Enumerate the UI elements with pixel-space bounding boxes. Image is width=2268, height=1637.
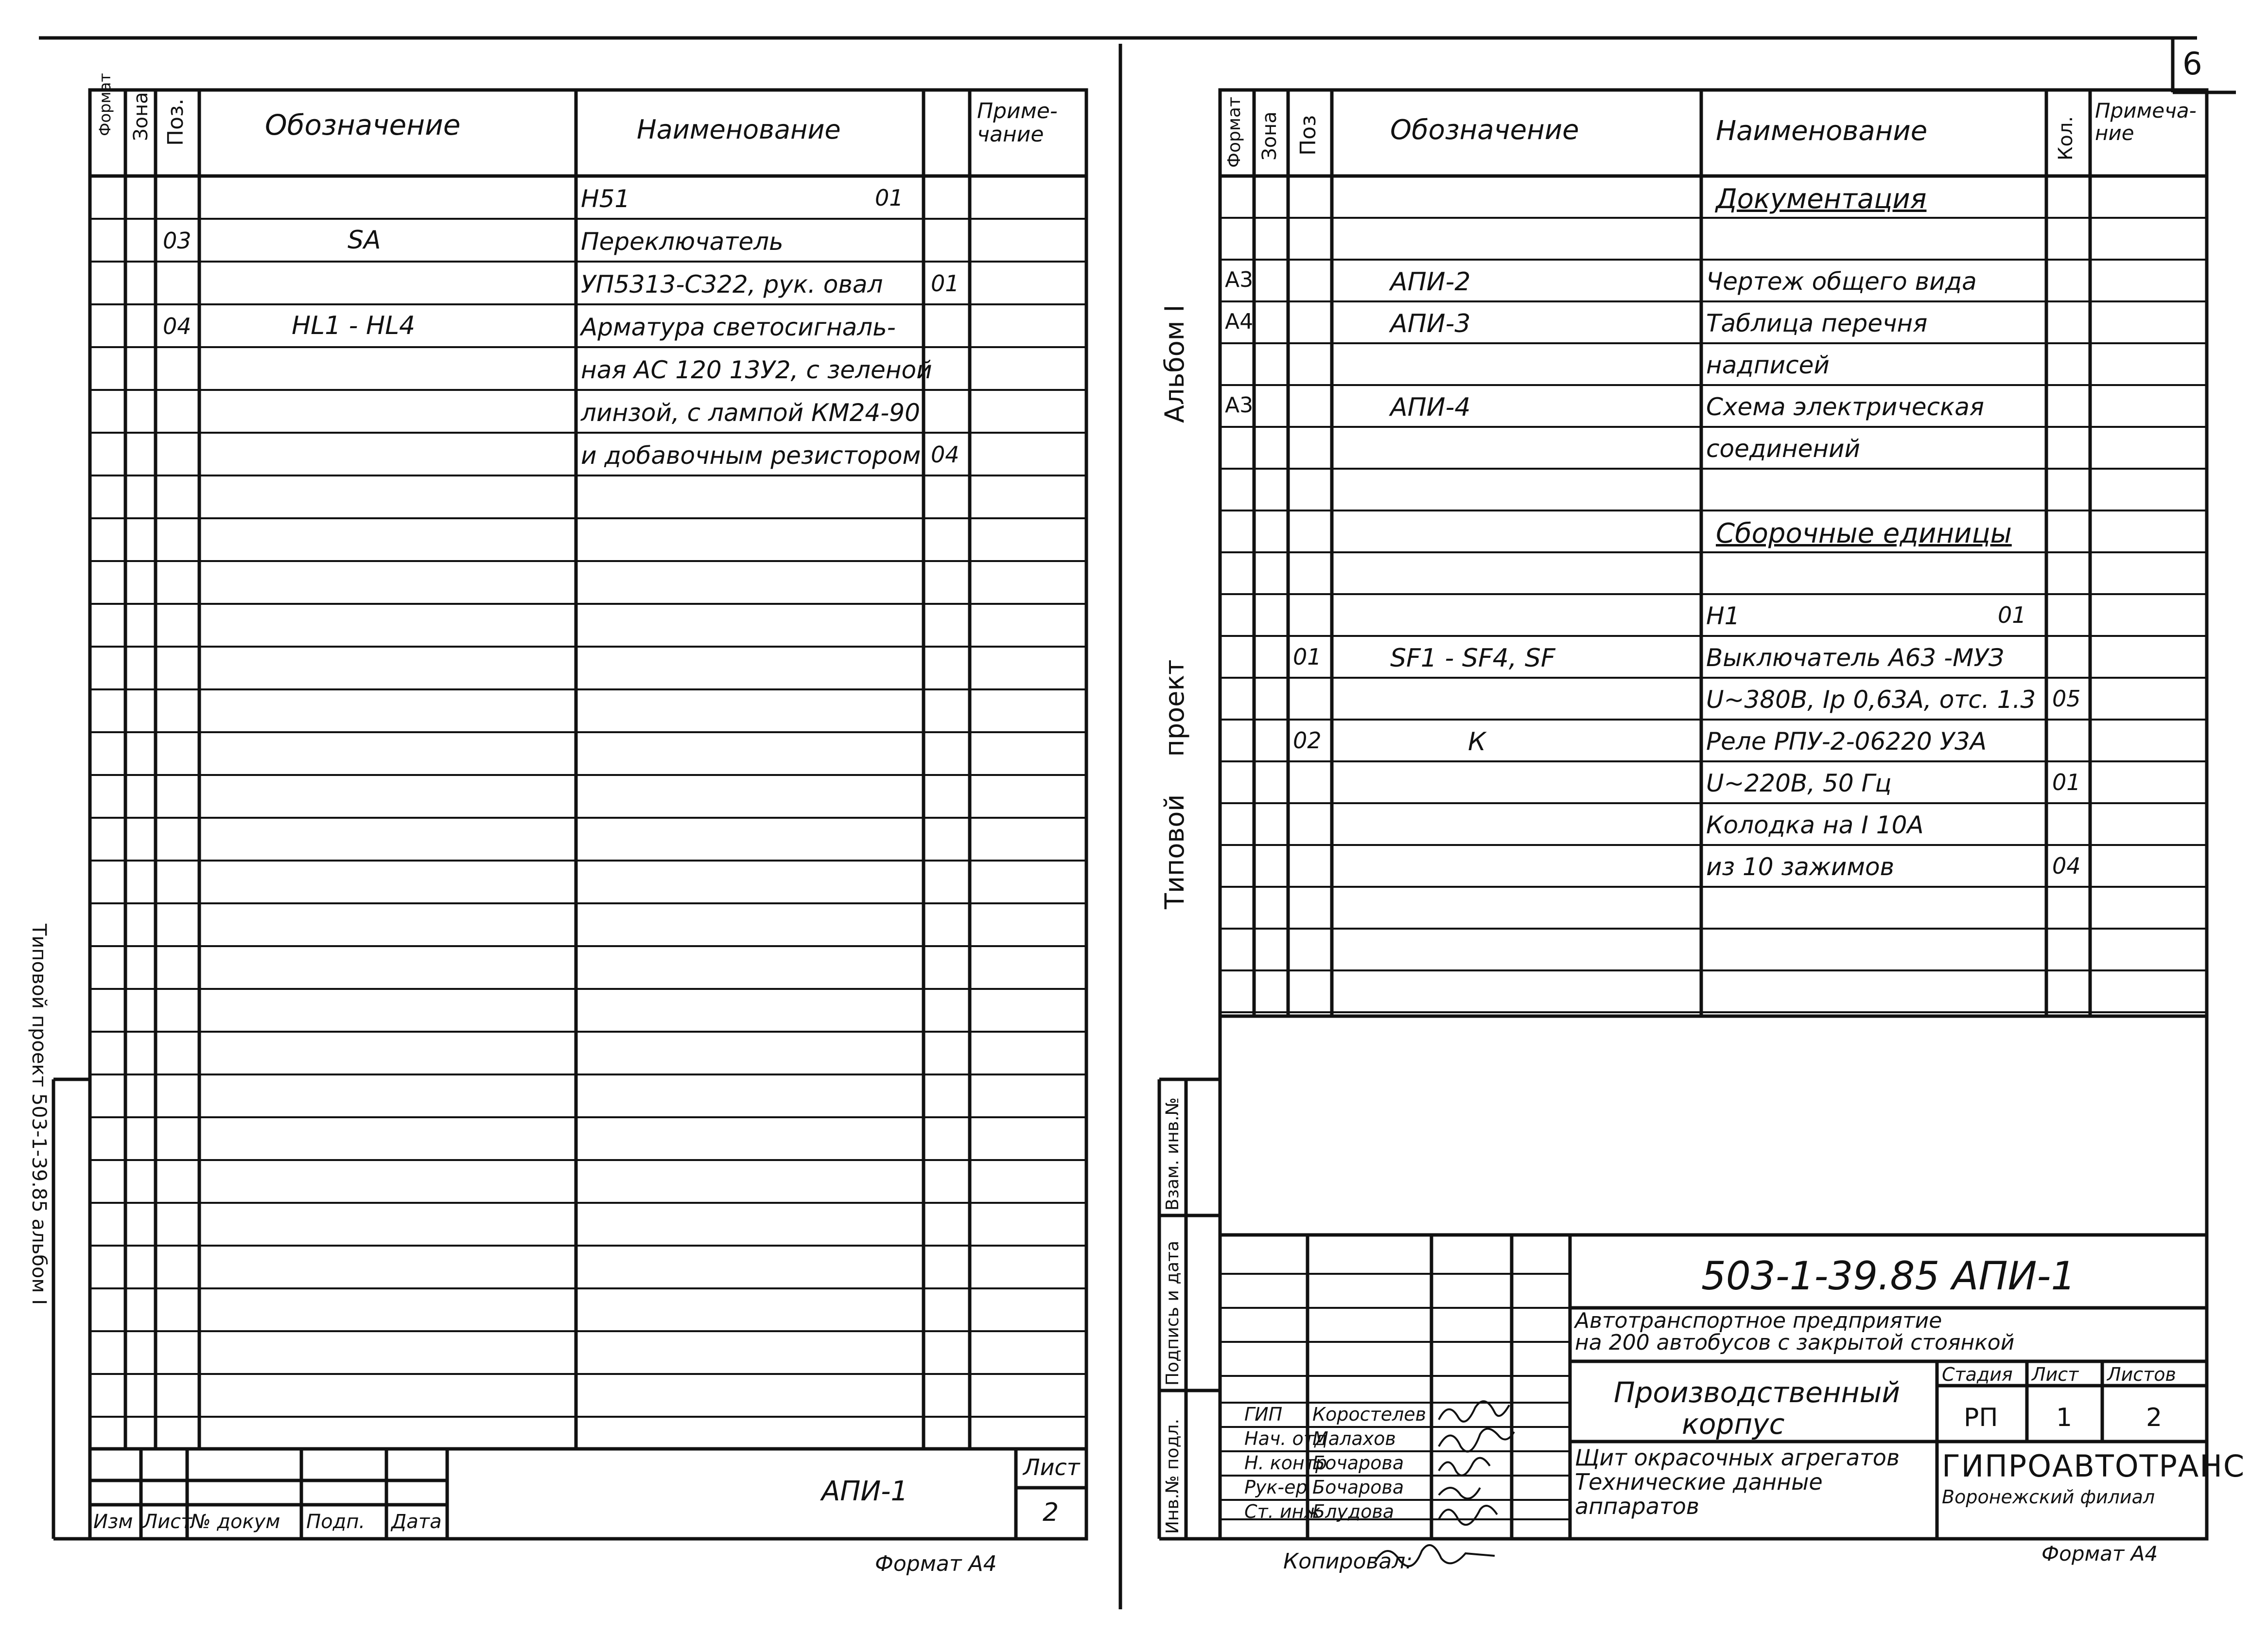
left-margin-text: Типовой проект 503-1-39.85 альбом I [28, 924, 50, 1305]
title-project-line2: на 200 автобусов с закрытой стоянкой [1575, 1330, 2015, 1355]
right-row-name: Выключатель А63 -МУЗ [1706, 644, 2004, 672]
left-row-designation: HL1 - HL4 [292, 311, 416, 340]
left-stamp-col-list: Лист [143, 1511, 192, 1533]
title-stage: РП [1964, 1403, 1998, 1432]
left-row-name: УП5313-С322, рук. овал [581, 270, 883, 299]
left-row-qty: 01 [931, 270, 960, 297]
right-format-label: Формат А4 [2041, 1542, 2158, 1566]
right-row-pos: 02 [1293, 727, 1322, 754]
staff-name: Малахов [1312, 1428, 1396, 1449]
staff-role: Рук-ер [1244, 1477, 1308, 1498]
right-row-name: Документация [1716, 183, 1927, 215]
stamp-sign-date: Подпись и дата [1163, 1240, 1183, 1386]
staff-role: Нач. отд [1244, 1428, 1327, 1449]
project-label: Типовой проект [1159, 659, 1190, 909]
right-header-name: Наименование [1716, 115, 1928, 147]
right-row-designation: АПИ-4 [1390, 393, 1471, 422]
left-row-name: Переключатель [581, 228, 784, 256]
title-sheets: 2 [2146, 1403, 2163, 1432]
right-header-zone: Зона [1258, 111, 1281, 160]
staff-role: Н. контр [1244, 1452, 1327, 1474]
album-label: Альбом I [1159, 304, 1190, 423]
signature-korostelev [1439, 1401, 1509, 1422]
staff-name: Бочарова [1312, 1452, 1404, 1474]
right-row-name: U~380В, Iр 0,63А, отс. 1.3 [1706, 686, 2036, 714]
left-stamp-sheet-label: Лист [1023, 1454, 1080, 1480]
title-desc-line1: Щит окрасочных агрегатов [1575, 1444, 1900, 1471]
stamp-inv-orig: Инв.№ подл. [1163, 1419, 1183, 1534]
right-header-note: Примеча- ние [2095, 99, 2197, 145]
staff-name: Блудова [1312, 1501, 1395, 1522]
left-row-designation: SA [348, 226, 381, 255]
left-row-name: и добавочным резистором [581, 441, 921, 470]
staff-role: Ст. инж [1244, 1501, 1321, 1522]
right-row-name: U~220В, 50 Гц [1706, 769, 1892, 797]
right-header-designation: Обозначение [1390, 114, 1579, 146]
right-row-name: Схема электрическая [1706, 393, 1984, 421]
right-row-format: А4 [1225, 309, 1254, 334]
left-row-pos: 03 [163, 228, 192, 254]
title-building-line1: Производственный [1614, 1376, 1901, 1409]
copied-label: Копировал: [1283, 1549, 1413, 1574]
title-org-line2: Воронежский филиал [1942, 1486, 2155, 1508]
right-row-name: Колодка на I 10А [1706, 811, 1924, 839]
title-sheet-label: Лист [2032, 1364, 2079, 1385]
right-row-designation: АПИ-3 [1390, 309, 1471, 338]
title-sheets-label: Листов [2107, 1364, 2176, 1385]
right-row-designation: SF1 - SF4, SF [1390, 644, 1555, 673]
left-row-name: Арматура светосигналь- [581, 313, 896, 341]
right-row-format: А3 [1225, 267, 1254, 292]
staff-name: Коростелев [1312, 1404, 1427, 1425]
right-header-pos: Поз [1296, 115, 1321, 156]
left-header-pos: Поз. [163, 98, 188, 146]
left-format-label: Формат А4 [875, 1551, 997, 1576]
right-row-name: надписей [1706, 351, 1830, 379]
page-number: 6 [2182, 46, 2202, 82]
signature-malakhov [1439, 1429, 1514, 1452]
title-building-line2: корпус [1682, 1408, 1785, 1441]
right-row-inline-qty: 01 [1998, 602, 2026, 628]
left-row-qty: 04 [931, 441, 960, 468]
signature-bocharova-2 [1439, 1488, 1480, 1498]
title-desc-line3: аппаратов [1575, 1493, 1699, 1519]
right-row-name: Чертеж общего вида [1706, 267, 1977, 296]
title-desc-line2: Технические данные [1575, 1469, 1823, 1495]
left-header-designation: Обозначение [265, 108, 461, 141]
signature-bocharova-1 [1439, 1458, 1490, 1476]
left-header-zone: Зона [130, 92, 152, 141]
title-org-line1: ГИПРОАВТОТРАНС [1942, 1448, 2246, 1484]
right-row-pos: 01 [1293, 644, 1322, 670]
left-row-name: линзой, с лампой КМ24-90 [581, 399, 920, 427]
left-header-name: Наименование [637, 114, 841, 145]
left-row-name: H51 [581, 185, 630, 213]
right-row-format: А3 [1225, 393, 1254, 418]
right-header-format: Формат [1224, 96, 1244, 168]
staff-name: Бочарова [1312, 1477, 1404, 1498]
right-row-qty: 04 [2052, 853, 2081, 879]
left-row-qty: 01 [875, 185, 904, 211]
left-stamp-sheet-num: 2 [1043, 1498, 1059, 1527]
left-stamp-doc-code: АПИ-1 [821, 1476, 908, 1507]
right-header-qty: Кол. [2055, 116, 2077, 160]
title-project-line1: Автотранспортное предприятие [1575, 1308, 1942, 1333]
left-header-note: Приме- чание [977, 99, 1058, 147]
right-row-qty: 05 [2052, 686, 2081, 712]
right-row-name: Таблица перечня [1706, 309, 1928, 337]
left-stamp-col-izm: Изм [93, 1511, 133, 1533]
signature-bludova [1439, 1506, 1497, 1525]
right-row-name: Реле РПУ-2-06220 У3А [1706, 727, 1987, 756]
title-doc-code: 503-1-39.85 АПИ-1 [1701, 1253, 2076, 1299]
left-header-format: Формат [96, 73, 114, 136]
right-row-designation: АПИ-2 [1390, 267, 1471, 297]
left-stamp-col-date: Дата [391, 1511, 442, 1533]
left-row-pos: 04 [163, 313, 192, 339]
right-row-name: Сборочные единицы [1716, 518, 2012, 549]
title-stage-label: Стадия [1942, 1364, 2013, 1385]
right-row-qty: 01 [2052, 769, 2081, 795]
right-row-name: из 10 зажимов [1706, 853, 1895, 881]
left-stamp-col-doc: № докум [191, 1511, 280, 1533]
stamp-inv-sub: Взам. инв.№ [1163, 1097, 1183, 1211]
left-row-name: ная АС 120 13У2, с зеленой [581, 356, 932, 384]
left-stamp-col-sign: Подп. [306, 1511, 366, 1533]
right-row-name: соединений [1706, 435, 1861, 463]
title-sheet: 1 [2056, 1403, 2073, 1432]
right-row-designation: К [1468, 727, 1486, 757]
right-row-name: H1 [1706, 602, 1740, 630]
staff-role: ГИП [1244, 1404, 1283, 1425]
